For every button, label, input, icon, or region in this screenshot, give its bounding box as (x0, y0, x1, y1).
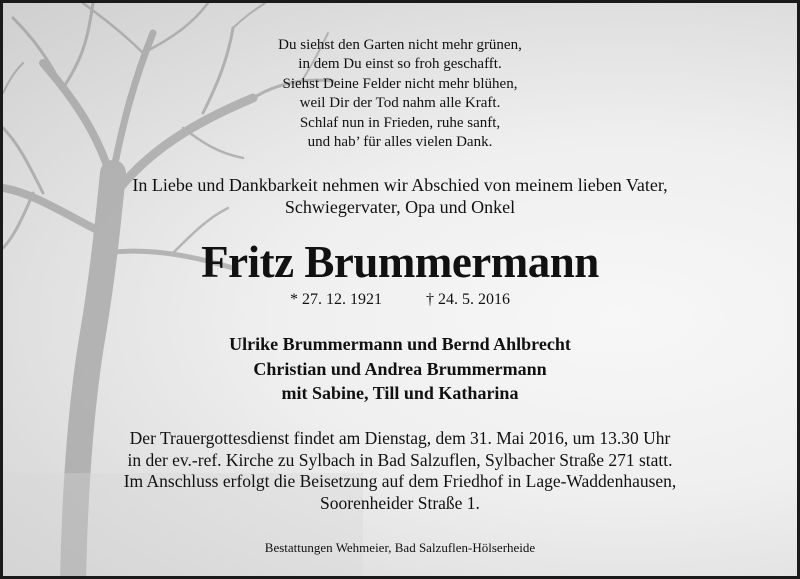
deceased-name: Fritz Brummermann (201, 237, 599, 287)
family-line: Christian und Andrea Brummermann (253, 358, 547, 379)
poem-line: Du siehst den Garten nicht mehr grünen, (278, 37, 522, 53)
poem (3, 36, 797, 152)
family-names (3, 332, 797, 406)
poem-line: Siehst Deine Felder nicht mehr blühen, (282, 75, 518, 92)
poem-line: weil Dir der Tod nahm alle Kraft. (299, 95, 501, 112)
intro-line: In Liebe und Dankbarkeit nehmen wir Abschied von meinem lieben Vater, (132, 175, 668, 195)
birth-date: * 27. 12. 1921 (290, 291, 382, 308)
service-line: Soorenheider Straße 1. (320, 492, 480, 513)
service-line: Im Anschluss erfolgt die Beisetzung auf dem Friedhof in Lage-Waddenhausen, (123, 471, 677, 491)
undertaker-credit: Bestattungen Wehmeier, Bad Salzuflen-Hölserheide (264, 540, 536, 555)
death-date: † 24. 5. 2016 (426, 291, 510, 308)
family-line: mit Sabine, Till und Katharina (281, 383, 519, 403)
service-line: in der ev.-ref. Kirche zu Sylbach in Bad Salzuflen, Sylbacher Straße 271 statt. (127, 449, 673, 470)
intro-line: Schwiegervater, Opa und Onkel (284, 197, 516, 217)
service-info (3, 428, 797, 514)
poem-line: und hab’ für alles vielen Dank. (307, 134, 493, 151)
life-dates (3, 290, 797, 310)
poem-line: in dem Du einst so froh geschafft. (298, 56, 502, 73)
family-line: Ulrike Brummermann und Bernd Ahlbrecht (229, 334, 571, 354)
service-line: Der Trauergottesdienst findet am Dienstag, dem 31. Mai 2016, um 13.30 Uhr (129, 428, 671, 448)
poem-line: Schlaf nun in Frieden, ruhe sanft, (299, 114, 501, 131)
intro-text (3, 174, 797, 218)
